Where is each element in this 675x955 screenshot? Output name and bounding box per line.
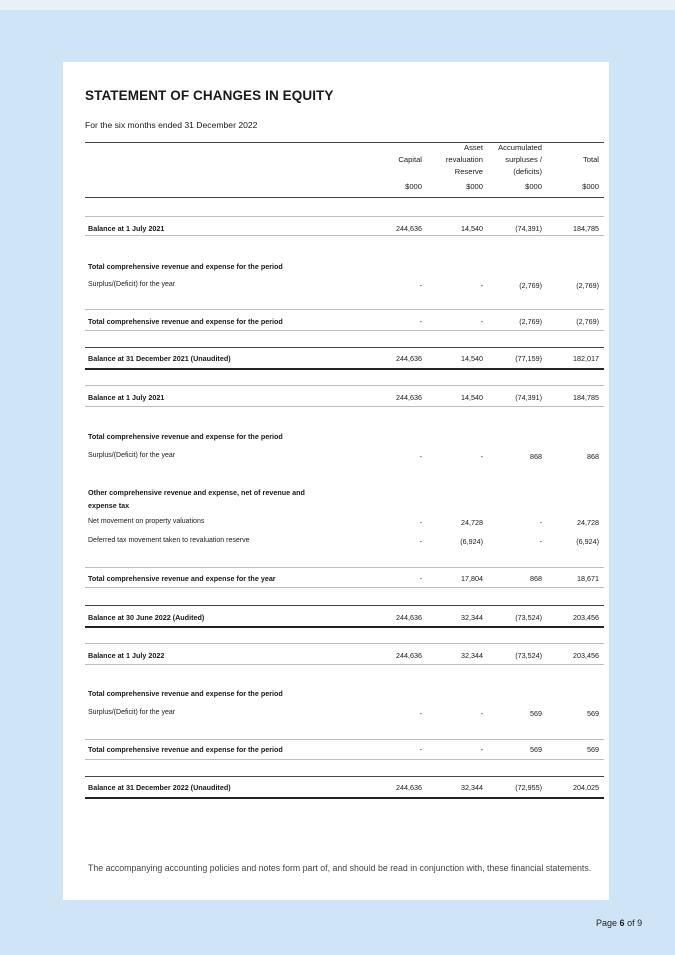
- table-rule: [85, 368, 604, 370]
- row-value: 184,785: [573, 393, 599, 402]
- row-value: 32,344: [461, 783, 483, 792]
- row-value: -: [419, 574, 422, 583]
- row-label: Balance at 31 December 2022 (Unaudited): [88, 783, 231, 792]
- row-value: 244,636: [396, 783, 422, 792]
- row-value: 569: [530, 709, 542, 718]
- row-value: -: [539, 518, 542, 527]
- row-label: Other comprehensive revenue and expense, net of revenue and: [88, 488, 305, 497]
- row-value: 14,540: [461, 354, 483, 363]
- table-rule: [85, 759, 604, 760]
- row-label: Deferred tax movement taken to revaluation reserve: [88, 537, 250, 544]
- statement-title: STATEMENT OF CHANGES IN EQUITY: [85, 88, 334, 103]
- row-value: 244,636: [396, 393, 422, 402]
- row-value: -: [419, 745, 422, 754]
- table-rule: [85, 406, 604, 407]
- footer-note: The accompanying accounting policies and notes form part of, and should be read in conjunction with, these financial statements.: [88, 863, 592, 873]
- table-rule: [85, 776, 604, 777]
- row-value: 24,728: [461, 518, 483, 527]
- row-value: (2,769): [519, 281, 542, 290]
- row-label: Total comprehensive revenue and expense for the period: [88, 317, 283, 326]
- table-rule: [85, 567, 604, 568]
- row-value: (2,769): [519, 317, 542, 326]
- table-rule: [85, 643, 604, 644]
- col-header-asset-revaluation: Asset revaluation Reserve: [445, 143, 483, 176]
- row-value: (73,524): [515, 613, 542, 622]
- col-unit-accumulated: $000: [525, 182, 542, 191]
- row-value: -: [419, 317, 422, 326]
- row-value: (73,524): [515, 651, 542, 660]
- row-value: 182,017: [573, 354, 599, 363]
- row-value: -: [480, 709, 483, 718]
- row-value: 244,636: [396, 354, 422, 363]
- row-value: (74,391): [515, 393, 542, 402]
- row-value: 14,540: [461, 224, 483, 233]
- col-header-capital: Capital: [398, 155, 422, 164]
- row-value: (2,769): [576, 281, 599, 290]
- row-value: (77,159): [515, 354, 542, 363]
- table-rule: [85, 626, 604, 628]
- page-number-current: 6: [619, 918, 625, 928]
- col-unit-capital: $000: [405, 182, 422, 191]
- table-rule: [85, 385, 604, 386]
- row-value: 18,671: [577, 574, 599, 583]
- row-value: 569: [587, 745, 599, 754]
- row-label: Total comprehensive revenue and expense for the period: [88, 745, 283, 754]
- table-rule: [85, 197, 604, 198]
- row-value: 569: [587, 709, 599, 718]
- row-value: -: [539, 537, 542, 546]
- row-label: Total comprehensive revenue and expense for the period: [88, 262, 283, 271]
- row-value: 244,636: [396, 651, 422, 660]
- row-value: 24,728: [577, 518, 599, 527]
- table-rule: [85, 235, 604, 236]
- row-value: 203,456: [573, 613, 599, 622]
- row-value: (2,769): [576, 317, 599, 326]
- row-value: 17,804: [461, 574, 483, 583]
- row-label: expense tax: [88, 501, 130, 510]
- table-rule: [85, 347, 604, 348]
- col-header-accumulated: Accumulated surpluses / (deficits): [498, 143, 542, 176]
- row-value: (74,391): [515, 224, 542, 233]
- row-value: -: [419, 709, 422, 718]
- table-rule: [85, 330, 604, 331]
- row-value: 32,344: [461, 613, 483, 622]
- row-label: Balance at 1 July 2021: [88, 393, 165, 402]
- row-value: 203,456: [573, 651, 599, 660]
- row-value: 868: [587, 452, 599, 461]
- row-value: -: [480, 452, 483, 461]
- row-label: Balance at 31 December 2021 (Unaudited): [88, 354, 231, 363]
- row-label: Total comprehensive revenue and expense for the period: [88, 689, 283, 698]
- table-rule: [85, 664, 604, 665]
- table-rule: [85, 739, 604, 740]
- row-value: -: [419, 452, 422, 461]
- row-label: Balance at 1 July 2021: [88, 224, 165, 233]
- row-value: 184,785: [573, 224, 599, 233]
- row-label: Surplus/(Deficit) for the year: [88, 709, 176, 716]
- row-value: 244,636: [396, 224, 422, 233]
- table-rule: [85, 309, 604, 310]
- statement-subtitle: For the six months ended 31 December 2022: [85, 120, 258, 130]
- row-label: Surplus/(Deficit) for the year: [88, 452, 176, 459]
- col-unit-total: $000: [582, 182, 599, 191]
- table-rule: [85, 797, 604, 799]
- row-value: 14,540: [461, 393, 483, 402]
- table-rule: [85, 605, 604, 606]
- row-value: 204,025: [573, 783, 599, 792]
- row-value: 32,344: [461, 651, 483, 660]
- row-value: -: [480, 317, 483, 326]
- row-label: Net movement on property valuations: [88, 518, 205, 525]
- row-value: -: [419, 537, 422, 546]
- row-value: 244,636: [396, 613, 422, 622]
- row-value: -: [480, 745, 483, 754]
- row-label: Total comprehensive revenue and expense for the year: [88, 574, 276, 583]
- row-value: -: [419, 281, 422, 290]
- row-value: 569: [530, 745, 542, 754]
- row-label: Balance at 30 June 2022 (Audited): [88, 613, 205, 622]
- row-value: -: [419, 518, 422, 527]
- table-rule: [85, 216, 604, 217]
- row-label: Total comprehensive revenue and expense for the period: [88, 432, 283, 441]
- row-value: 868: [530, 574, 542, 583]
- row-value: (6,924): [460, 537, 483, 546]
- page-number-total: 9: [637, 918, 643, 928]
- table-rule: [85, 587, 604, 588]
- page-number: [596, 918, 642, 928]
- col-unit-asset-revaluation: $000: [466, 182, 483, 191]
- row-value: 868: [530, 452, 542, 461]
- page-number-separator: of: [627, 918, 635, 928]
- row-value: -: [480, 281, 483, 290]
- table-rule: [85, 142, 604, 143]
- col-header-total: Total: [582, 155, 599, 164]
- row-label: Surplus/(Deficit) for the year: [88, 281, 176, 288]
- row-value: (72,955): [515, 783, 542, 792]
- page-number-prefix: Page: [596, 918, 618, 928]
- top-strip: [0, 0, 675, 10]
- row-label: Balance at 1 July 2022: [88, 651, 165, 660]
- row-value: (6,924): [576, 537, 599, 546]
